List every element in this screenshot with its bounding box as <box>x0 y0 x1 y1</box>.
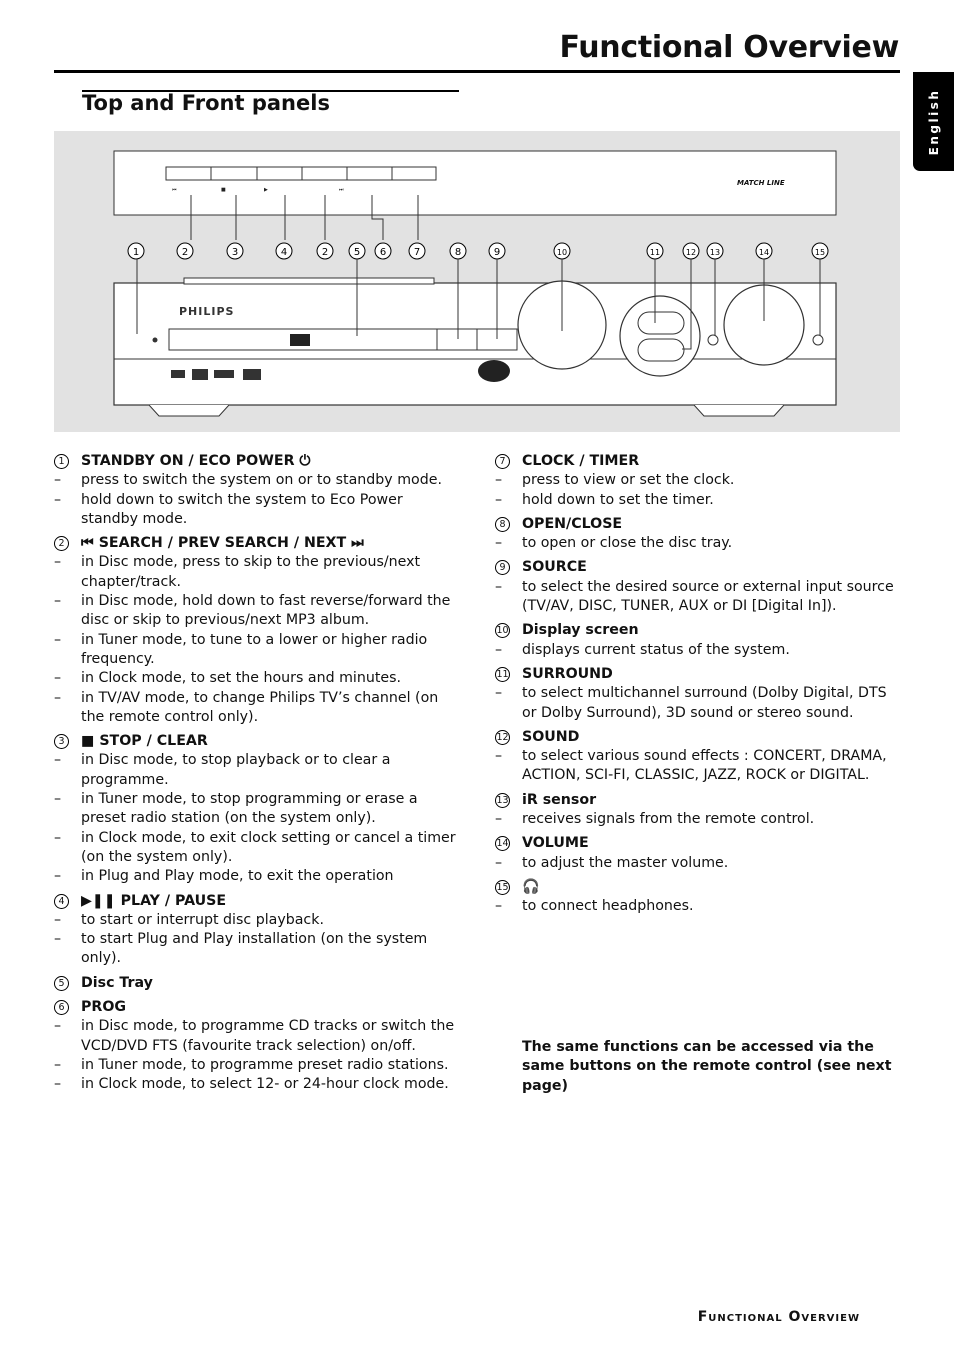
match-line-text: MATCH LINE <box>737 179 785 187</box>
item-8 <box>495 515 900 554</box>
callout-number: 11 <box>649 248 661 257</box>
callout-number: 1 <box>132 247 140 258</box>
item-description <box>54 829 464 868</box>
item-11 <box>495 665 900 723</box>
description-text: in Clock mode, to select 12- or 24-hour clock mode. <box>81 1076 449 1093</box>
callout-12 <box>683 243 699 259</box>
item-description <box>54 553 464 592</box>
description-text: in Clock mode, to exit clock setting or cancel a timer (on the system only). <box>81 829 456 865</box>
item-number: 3 <box>54 734 69 749</box>
page-title: Functional Overview <box>559 30 899 65</box>
brand-logo: PHILIPS <box>179 305 235 318</box>
foot-left <box>149 405 229 416</box>
item-number: 13 <box>496 794 509 806</box>
callout-number: 12 <box>685 248 697 257</box>
surround-key <box>638 312 684 334</box>
section-title: Top and Front panels <box>82 91 330 115</box>
top-panel <box>114 151 836 215</box>
bullet-dash: – <box>495 811 503 828</box>
item-9 <box>495 558 900 616</box>
callout-number: 9 <box>493 247 501 258</box>
right-column <box>495 452 900 922</box>
callout-number: 15 <box>814 248 826 257</box>
item-label: CLOCK / TIMER <box>522 453 640 469</box>
sound-panel <box>620 296 700 376</box>
bullet-dash: – <box>495 854 503 871</box>
item-6 <box>54 998 464 1094</box>
item-description <box>54 867 464 886</box>
item-description <box>54 1075 464 1094</box>
item-7 <box>495 452 900 510</box>
item-5 <box>54 974 464 993</box>
callout-5 <box>349 243 365 259</box>
callout-9 <box>489 243 505 259</box>
item-label: iR sensor <box>522 791 597 808</box>
item-number: 7 <box>495 454 510 469</box>
description-text: in Tuner mode, to tune to a lower or higher radio frequency. <box>81 631 428 667</box>
item-2 <box>54 534 464 727</box>
callout-8 <box>450 243 466 259</box>
item-number: 5 <box>54 976 69 991</box>
item-14 <box>495 834 900 873</box>
item-3 <box>54 732 464 886</box>
page-footer: Functional Overview <box>697 1309 860 1325</box>
callout-number: 2 <box>321 247 329 258</box>
bullet-dash: – <box>54 670 62 687</box>
item-description <box>495 641 900 660</box>
item-description <box>495 897 900 916</box>
item-label: SOUND <box>522 728 580 745</box>
callout-number: 14 <box>758 248 770 257</box>
bullet-dash: – <box>495 472 503 489</box>
description-text: press to switch the system on or to standby mode. <box>81 472 442 489</box>
tray-lip <box>184 278 434 284</box>
item-number: 14 <box>496 838 509 850</box>
bullet-dash: – <box>54 689 62 706</box>
item-1 <box>54 452 464 529</box>
item-number: 12 <box>496 731 509 743</box>
callout-4 <box>276 243 292 259</box>
item-description <box>495 747 900 786</box>
svg-text:■: ■ <box>221 187 226 193</box>
top-button-strip <box>166 167 436 180</box>
device-illustration <box>54 131 900 432</box>
item-label: VOLUME <box>522 835 589 852</box>
item-description <box>54 1056 464 1075</box>
item-description <box>495 684 900 723</box>
match-line-badge <box>737 179 785 187</box>
callout-number: 8 <box>454 247 462 258</box>
callout-1 <box>128 243 144 259</box>
item-label: 🎧 <box>522 878 540 895</box>
callout-number: 10 <box>556 248 568 257</box>
svg-text:▶: ▶ <box>264 187 268 193</box>
item-description <box>495 854 900 873</box>
item-label: Disc Tray <box>81 974 153 991</box>
description-text: to open or close the disc tray. <box>522 535 733 552</box>
item-label: OPEN/CLOSE <box>522 515 623 532</box>
sound-key <box>638 339 684 361</box>
item-label: ⏮ SEARCH / PREV SEARCH / NEXT ⏭ <box>81 535 364 552</box>
description-text: to start or interrupt disc playback. <box>81 911 324 928</box>
bullet-dash: – <box>54 829 62 846</box>
description-text: in Plug and Play mode, to exit the operation <box>81 868 394 885</box>
item-number: 1 <box>54 454 69 469</box>
item-number: 2 <box>54 536 69 551</box>
bullet-dash: – <box>54 554 62 571</box>
language-tab <box>913 72 954 171</box>
item-label: ▶❚❚ PLAY / PAUSE <box>81 892 227 909</box>
bullet-dash: – <box>54 752 62 769</box>
callout-14 <box>756 243 772 259</box>
item-label: STANDBY ON / ECO POWER ⏻ <box>81 453 311 469</box>
bullet-dash: – <box>54 868 62 885</box>
description-text: in TV/AV mode, to change Philips TV’s channel (on the remote control only). <box>81 689 439 725</box>
open-close-key <box>437 329 477 350</box>
standby-led <box>153 338 158 343</box>
bullet-dash: – <box>495 898 503 915</box>
item-description <box>54 471 464 490</box>
title-rule <box>54 70 900 73</box>
callout-number: 6 <box>379 247 387 258</box>
item-description <box>495 491 900 510</box>
callout-10 <box>554 243 570 259</box>
item-description <box>54 911 464 930</box>
description-text: in Tuner mode, to stop programming or erase a preset radio station (on the system only). <box>81 791 418 827</box>
description-text: receives signals from the remote control. <box>522 811 815 828</box>
bullet-dash: – <box>495 535 503 552</box>
ir-sensor <box>708 335 718 345</box>
callout-15 <box>812 243 828 259</box>
description-text: to start Plug and Play installation (on the system only). <box>81 931 428 967</box>
bullet-dash: – <box>54 491 62 508</box>
headphone-jack <box>813 335 823 345</box>
sacd-logo <box>290 334 310 346</box>
callout-7 <box>409 243 425 259</box>
svg-text:⏭: ⏭ <box>339 187 344 193</box>
item-description <box>54 751 464 790</box>
item-15 <box>495 878 900 917</box>
item-description <box>495 534 900 553</box>
description-text: in Disc mode, to stop playback or to clear a programme. <box>81 752 391 788</box>
description-text: to adjust the master volume. <box>522 854 729 871</box>
item-label: Display screen <box>522 622 639 639</box>
callout-11 <box>647 243 663 259</box>
description-text: in Tuner mode, to programme preset radio stations. <box>81 1056 449 1073</box>
item-number: 10 <box>496 625 509 637</box>
callout-number: 13 <box>709 248 721 257</box>
callout-number: 5 <box>353 247 361 258</box>
item-10 <box>495 621 900 660</box>
item-description <box>54 592 464 631</box>
item-number: 4 <box>54 894 69 909</box>
foot-right <box>694 405 784 416</box>
bullet-dash: – <box>54 593 62 610</box>
language-tab-label: English <box>926 88 941 155</box>
bullet-dash: – <box>495 641 503 658</box>
description-text: in Clock mode, to set the hours and minutes. <box>81 670 402 687</box>
remote-control-note: The same functions can be accessed via the same buttons on the remote control (see next page) <box>522 1039 892 1094</box>
item-description <box>495 810 900 829</box>
bullet-dash: – <box>495 748 503 765</box>
callout-number: 3 <box>231 247 239 258</box>
bullet-dash: – <box>54 911 62 928</box>
callout-6 <box>375 243 391 259</box>
item-description <box>54 631 464 670</box>
item-12 <box>495 728 900 786</box>
bullet-dash: – <box>495 685 503 702</box>
item-description <box>54 1017 464 1056</box>
bullet-dash: – <box>54 1076 62 1093</box>
bullet-dash: – <box>54 1018 62 1035</box>
callout-2 <box>317 243 333 259</box>
item-4 <box>54 892 464 969</box>
item-number: 11 <box>496 668 509 680</box>
description-text: to select various sound effects : CONCERT, DRAMA, ACTION, SCI-FI, CLASSIC, JAZZ, ROCK or DIGITAL. <box>522 748 887 784</box>
callout-2 <box>177 243 193 259</box>
item-label: ■ STOP / CLEAR <box>81 733 208 750</box>
callout-3 <box>227 243 243 259</box>
description-text: displays current status of the system. <box>522 641 790 658</box>
bullet-dash: – <box>54 931 62 948</box>
item-description <box>495 578 900 617</box>
bullet-dash: – <box>495 578 503 595</box>
bullet-dash: – <box>54 631 62 648</box>
item-label: SURROUND <box>522 665 613 682</box>
bullet-dash: – <box>54 472 62 489</box>
item-label: SOURCE <box>522 559 587 576</box>
item-description <box>54 689 464 728</box>
dolby-logo <box>478 360 510 382</box>
callout-number: 7 <box>413 247 421 258</box>
item-13 <box>495 791 900 830</box>
description-text: in Disc mode, to programme CD tracks or switch the VCD/DVD FTS (favourite track selection) on/off. <box>81 1018 455 1054</box>
item-description <box>54 491 464 530</box>
description-text: press to view or set the clock. <box>522 472 735 489</box>
item-number: 15 <box>496 881 509 893</box>
description-text: hold down to set the timer. <box>522 491 714 508</box>
item-label: PROG <box>81 999 127 1016</box>
item-description <box>54 669 464 688</box>
description-text: to select multichannel surround (Dolby Digital, DTS or Dolby Surround), 3D sound or stereo sound. <box>522 685 887 721</box>
bullet-dash: – <box>495 491 503 508</box>
svg-text:⏮: ⏮ <box>172 187 177 193</box>
description-text: hold down to switch the system to Eco Power standby mode. <box>81 491 403 527</box>
item-number: 6 <box>54 1000 69 1015</box>
description-text: in Disc mode, hold down to fast reverse/forward the disc or skip to previous/next MP3 album. <box>81 593 451 629</box>
callout-number: 2 <box>181 247 189 258</box>
callout-markers <box>128 243 828 259</box>
device-drawing <box>54 131 900 432</box>
item-description <box>495 471 900 490</box>
item-description <box>54 790 464 829</box>
description-text: to select the desired source or external input source (TV/AV, DISC, TUNER, AUX or DI [Digital In]). <box>522 578 894 615</box>
description-text: to connect headphones. <box>522 898 694 915</box>
callout-13 <box>707 243 723 259</box>
description-text: in Disc mode, press to skip to the previous/next chapter/track. <box>81 554 421 590</box>
left-column <box>54 452 464 1100</box>
callout-number: 4 <box>280 247 288 258</box>
item-number: 9 <box>495 560 510 575</box>
item-number: 8 <box>495 517 510 532</box>
bullet-dash: – <box>54 791 62 808</box>
bullet-dash: – <box>54 1056 62 1073</box>
item-description <box>54 930 464 969</box>
